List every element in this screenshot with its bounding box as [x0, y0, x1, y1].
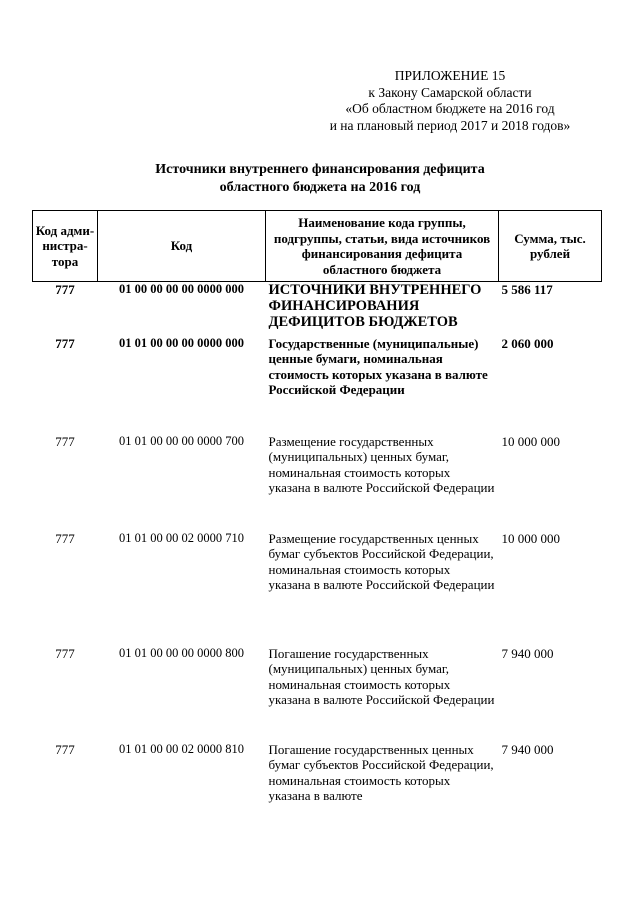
cell-sum: 10 000 000 [501, 433, 560, 449]
header-sum: Сумма, тыс. рублей [499, 211, 602, 282]
table-row [33, 531, 602, 646]
header-code: Код [98, 211, 266, 282]
document-title-line-2: областного бюджета на 2016 год [219, 180, 421, 195]
cell-sum: 7 940 000 [501, 741, 554, 757]
cell-name: ИСТОЧНИКИ ВНУТРЕННЕГО ФИНАНСИРОВАНИЯ ДЕФИЦИТОВ БЮДЖЕТОВ [268, 282, 482, 330]
cell-code: 01 01 00 00 00 0000 000 [119, 335, 244, 350]
appendix-law: к Закону Самарской области [368, 84, 532, 100]
cell-name: Погашение государственных (муниципальных) ценных бумаг, номинальная стоимость которых указана в валюте Российской Федерации [268, 645, 495, 707]
table-row [33, 282, 602, 336]
document-title-line-1: Источники внутреннего финансирования дефицита [155, 162, 485, 177]
table-row [33, 646, 602, 742]
cell-sum: 7 940 000 [501, 645, 554, 661]
appendix-law-period: и на плановый период 2017 и 2018 годов» [329, 117, 571, 133]
table-header-row [33, 211, 602, 282]
cell-name: Погашение государственных ценных бумаг субъектов Российской Федерации, номинальная стоимость которых указана в валюте [268, 741, 494, 803]
table-row [33, 434, 602, 531]
cell-code: 01 01 00 00 02 0000 810 [119, 741, 244, 756]
cell-admin: 777 [55, 645, 75, 661]
appendix-header [300, 68, 600, 134]
table-row [33, 742, 602, 832]
cell-name: Размещение государственных ценных бумаг субъектов Российской Федерации, номинальная стоимость которых указана в валюте Российской Федерации [268, 530, 495, 592]
cell-admin: 777 [55, 433, 75, 449]
appendix-number: ПРИЛОЖЕНИЕ 15 [394, 68, 506, 83]
cell-admin: 777 [55, 335, 75, 351]
cell-admin: 777 [55, 530, 75, 546]
cell-sum: 10 000 000 [501, 530, 560, 546]
appendix-law-title: «Об областном бюджете на 2016 год [345, 101, 555, 116]
cell-code: 01 01 00 00 00 0000 800 [119, 645, 244, 660]
cell-name: Государственные (муниципальные) ценные бумаги, номинальная стоимость которых указана в валюте Российской Федерации [268, 335, 488, 397]
document-title [40, 161, 600, 197]
table-row [33, 336, 602, 434]
header-name: Наименование кода группы, подгруппы, статьи, вида источников финансирования дефицита областного бюджета [266, 211, 499, 282]
cell-code: 01 01 00 00 02 0000 710 [119, 530, 244, 545]
cell-code: 01 00 00 00 00 0000 000 [119, 282, 244, 296]
cell-name: Размещение государственных (муниципальных) ценных бумаг, номинальная стоимость которых указана в валюте Российской Федерации [268, 433, 495, 495]
financing-sources-table [32, 210, 602, 832]
cell-admin: 777 [55, 282, 75, 297]
cell-sum: 2 060 000 [501, 335, 554, 351]
cell-sum: 5 586 117 [501, 282, 553, 297]
cell-code: 01 01 00 00 00 0000 700 [119, 433, 244, 448]
header-admin-code: Код адми-нистра-тора [33, 211, 98, 282]
cell-admin: 777 [55, 741, 75, 757]
